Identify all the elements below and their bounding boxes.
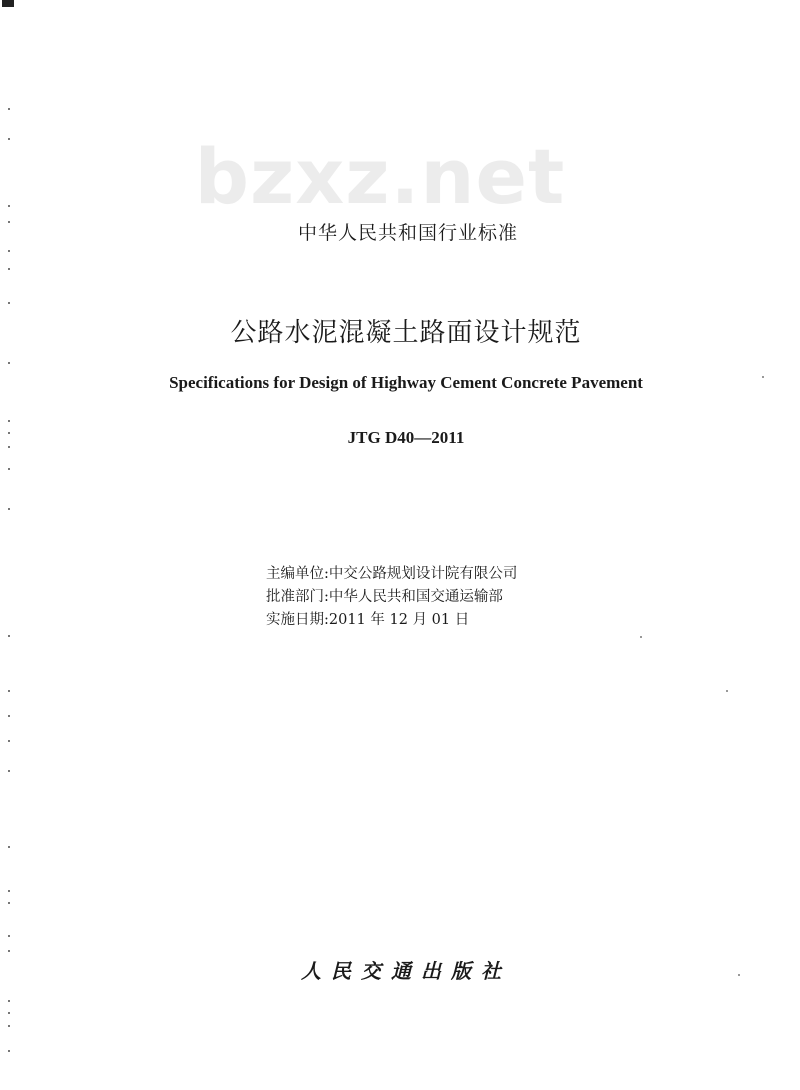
standard-issuer: 中华人民共和国行业标准 (297, 222, 518, 244)
standard-code: JTG D40—2011 (347, 428, 465, 447)
scan-corner-mark (2, 0, 14, 7)
scan-speck (738, 974, 740, 976)
document-title-chinese: 公路水泥混凝土路面设计规范 (230, 318, 582, 348)
publication-info (266, 563, 517, 632)
scan-speck (640, 636, 642, 638)
approval-department: 批准部门:中华人民共和国交通运输部 (266, 589, 503, 605)
scan-speck (726, 690, 728, 692)
effective-date: 实施日期:2011 年 12 月 01 日 (266, 612, 470, 628)
publisher-name: 人民交通出版社 (301, 959, 511, 983)
watermark: bzxz.net (194, 132, 566, 221)
editor-unit: 主编单位:中交公路规划设计院有限公司 (266, 566, 518, 582)
scan-speck (762, 376, 764, 378)
document-title-english: Specifications for Design of Highway Cement Concrete Pavement (169, 373, 643, 392)
